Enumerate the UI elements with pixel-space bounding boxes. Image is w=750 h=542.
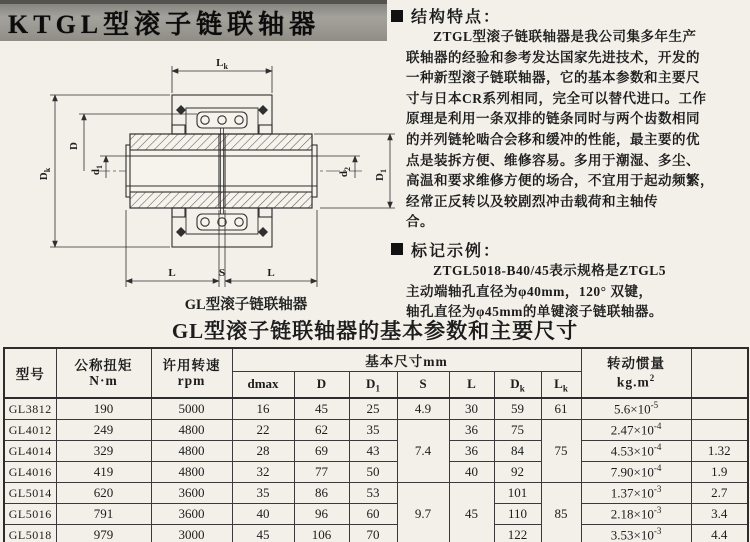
dim-label-dk: $D_k$ xyxy=(38,167,52,181)
title-banner xyxy=(0,0,387,41)
dim-label-s: S xyxy=(218,267,226,279)
square-bullet-icon xyxy=(391,10,403,22)
page-title: KTGL型滚子链联轴器 xyxy=(8,10,321,39)
dim-label-d: D xyxy=(68,142,80,150)
table-row: GL4012 249 4800 22 62 35 7.4 36 75 75 $2.47\times 10^{-4}$ xyxy=(4,420,748,441)
table-title: GL型滚子链联轴器的基本参数和主要尺寸 xyxy=(171,319,579,343)
text-column xyxy=(391,4,747,323)
dim-label-d2: $d_2$ xyxy=(338,166,352,178)
dim-label-dcap1: $D_1$ xyxy=(374,169,388,181)
table-row: GL5018 979 3000 45 106 70 122 $3.53\times 10^{-3}$ 4.4 xyxy=(4,525,748,542)
col-header-speed: 许用转速 rpm xyxy=(151,348,232,398)
table-row: GL5014 620 3600 35 86 53 9.7 45 101 85 $1.37\times 10^{-3}$ 2.7 xyxy=(4,483,748,504)
col-header-model: 型号 xyxy=(4,348,56,398)
col-header-S: S xyxy=(397,372,449,399)
features-paragraph: ZTGL型滚子链联轴器是我公司集多年生产 联轴器的经验和参考发达国家先进技术，开发的 一种新型滚子链联轴器，它的基本参数和主要尺 寸与日本CR系列相同，完全可以替代进口。工作 原理是利用一条双排的链条同时与两个齿数相同 的并列链轮啮合会移和缓冲的性能，最主要的优 点是装拆方便、维修容易。多用于潮湿、多尘、 高温和要求维修方便的场合，不宜用于起动频繁， 经常正反转以及较剧烈冲击载荷和主轴传 合。 xyxy=(406,29,714,230)
dim-label-l-left: L xyxy=(168,267,176,279)
parameters-table xyxy=(3,347,749,542)
table-row: GL5016 791 3600 40 96 60 110 $2.18\times 10^{-3}$ 3.4 xyxy=(4,504,748,525)
dim-label-lk: $L_k$ xyxy=(216,57,228,71)
example-heading: 标记示例： xyxy=(391,238,747,261)
table-row: GL4016 419 4800 32 77 50 40 92 $7.90\times 10^{-4}$ 1.9 xyxy=(4,462,748,483)
coupling-body xyxy=(96,95,362,247)
drawing-caption: GL型滚子链联轴器 xyxy=(184,297,308,313)
example-paragraph: ZTGL5018-B40/45表示规格是ZTGL5 主动端轴孔直径为φ40mm，120° 双键， 轴孔直径为φ45mm的单键滚子链联轴器。 xyxy=(406,262,667,320)
table-row: GL4014 329 4800 28 69 43 36 84 $4.53\times 10^{-4}$ 1.32 xyxy=(4,441,748,462)
col-header-Lk: $L_k$ xyxy=(541,372,581,399)
col-header-D1: $D_1$ xyxy=(349,372,397,399)
col-header-dmax: dmax xyxy=(232,372,294,399)
col-header-Dk: $D_k$ xyxy=(494,372,541,399)
col-header-D: D xyxy=(294,372,349,399)
dim-label-d1: $d_1$ xyxy=(90,164,104,176)
col-header-torque: 公称扭矩 N·m xyxy=(56,348,151,398)
coupling-drawing xyxy=(6,50,402,320)
col-header-L: L xyxy=(449,372,494,399)
col-header-extra xyxy=(691,348,748,398)
features-heading: 结构特点： xyxy=(391,4,747,27)
col-group-basic-dims: 基本尺寸mm xyxy=(232,348,581,372)
col-header-inertia: 转动惯量 $kg.m^2$ xyxy=(581,348,691,398)
dim-label-l-right: L xyxy=(267,267,275,279)
table-row: GL3812 190 5000 16 45 25 4.9 30 59 61 $5.6\times 10^{-5}$ xyxy=(4,398,748,420)
